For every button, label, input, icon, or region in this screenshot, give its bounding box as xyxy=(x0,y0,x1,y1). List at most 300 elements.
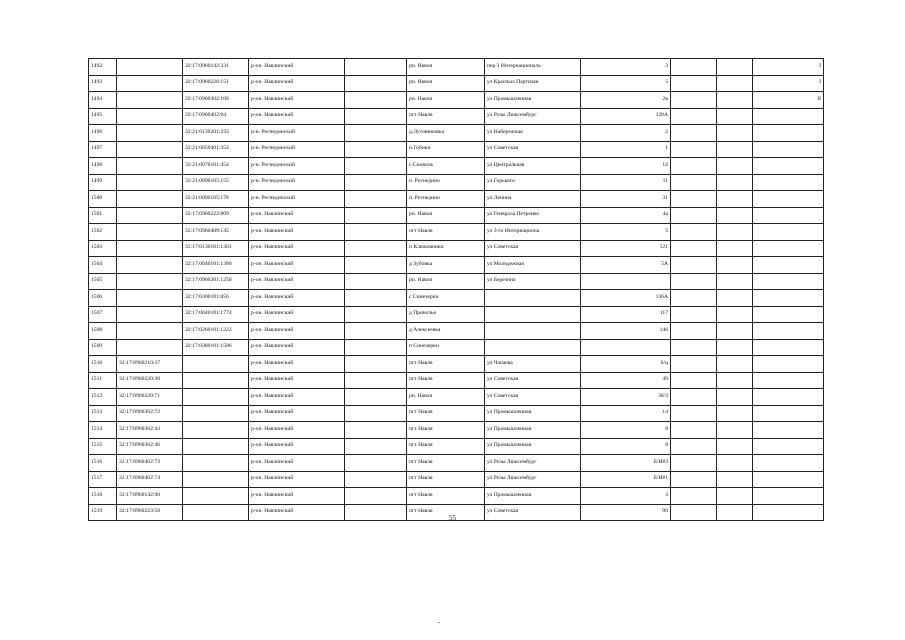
row-number: 1511 xyxy=(89,372,117,389)
category-mark xyxy=(753,108,824,125)
cadastral-number-old: 32:17:0960302:46 xyxy=(117,438,183,455)
empty-cell xyxy=(345,108,407,125)
empty-cell xyxy=(717,488,753,505)
row-number: 1502 xyxy=(89,224,117,241)
cadastral-number-old xyxy=(117,158,183,175)
district: р-он. Навлинский xyxy=(249,59,345,76)
settlement: рп. Навля xyxy=(407,207,485,224)
cadastral-number-old xyxy=(117,141,183,158)
street xyxy=(485,306,581,323)
house-number: 8 xyxy=(581,422,671,439)
table-row xyxy=(89,290,824,307)
settlement: д Зубовка xyxy=(407,257,485,274)
house-number: 38/3 xyxy=(581,389,671,406)
table-row xyxy=(89,339,824,356)
cadastral-number xyxy=(183,389,249,406)
district: р-он. Навлинский xyxy=(249,405,345,422)
empty-cell xyxy=(671,224,717,241)
empty-cell xyxy=(671,240,717,257)
table-row xyxy=(89,438,824,455)
street: ул.Центральная xyxy=(485,158,581,175)
empty-cell xyxy=(717,339,753,356)
house-number xyxy=(581,339,671,356)
settlement: пгт Навля xyxy=(407,372,485,389)
category-mark xyxy=(753,323,824,340)
street: ул.Горького xyxy=(485,174,581,191)
empty-cell xyxy=(671,488,717,505)
table-row xyxy=(89,191,824,208)
cadastral-number-old: 32:17:0960302:72 xyxy=(117,405,183,422)
empty-cell xyxy=(671,92,717,109)
registry-table xyxy=(88,58,824,521)
row-number: 1497 xyxy=(89,141,117,158)
cadastral-number xyxy=(183,455,249,472)
empty-cell xyxy=(345,125,407,142)
empty-cell xyxy=(671,158,717,175)
table-row xyxy=(89,471,824,488)
category-mark xyxy=(753,125,824,142)
cadastral-number: 32:21:0130201:233 xyxy=(183,125,249,142)
cadastral-number: 32:17:0130101:1301 xyxy=(183,240,249,257)
row-number: 1495 xyxy=(89,108,117,125)
cadastral-number: 32:17:0300101:856 xyxy=(183,290,249,307)
empty-cell xyxy=(717,356,753,373)
empty-cell xyxy=(717,59,753,76)
street: ул Промышленная xyxy=(485,422,581,439)
cadastral-number-old: 32:17:0960223:50 xyxy=(117,504,183,521)
table-row xyxy=(89,108,824,125)
settlement: с.Сиоволь xyxy=(407,158,485,175)
table-row xyxy=(89,405,824,422)
house-number: 49 xyxy=(581,372,671,389)
street: ул Молодежная xyxy=(485,257,581,274)
empty-cell xyxy=(671,273,717,290)
row-number: 1498 xyxy=(89,158,117,175)
category-mark xyxy=(753,207,824,224)
district: р-он. Навлинский xyxy=(249,92,345,109)
empty-cell xyxy=(345,240,407,257)
empty-cell xyxy=(671,438,717,455)
empty-cell xyxy=(717,141,753,158)
cadastral-number: 32:21:0090105:155 xyxy=(183,174,249,191)
district: р-он. Навлинский xyxy=(249,224,345,241)
empty-cell xyxy=(345,174,407,191)
empty-cell xyxy=(345,438,407,455)
row-number: 1519 xyxy=(89,504,117,521)
district: р-он. Навлинский xyxy=(249,455,345,472)
table-row xyxy=(89,92,824,109)
empty-cell xyxy=(671,389,717,406)
settlement: п Синезерки xyxy=(407,339,485,356)
cadastral-number-old xyxy=(117,207,183,224)
district: р-он. Навлинский xyxy=(249,471,345,488)
empty-cell xyxy=(717,191,753,208)
settlement: пгт Навля xyxy=(407,438,485,455)
empty-cell xyxy=(671,257,717,274)
category-mark xyxy=(753,471,824,488)
row-number: 1493 xyxy=(89,75,117,92)
table-row xyxy=(89,224,824,241)
table-row xyxy=(89,306,824,323)
row-number: 1518 xyxy=(89,488,117,505)
table-row xyxy=(89,323,824,340)
category-mark xyxy=(753,422,824,439)
category-mark: I xyxy=(753,75,824,92)
cadastral-number-old: 32:17:0960302:43 xyxy=(117,422,183,439)
category-mark xyxy=(753,306,824,323)
settlement: рп. Навля xyxy=(407,273,485,290)
row-number: 1501 xyxy=(89,207,117,224)
district: р-он. Навлинский xyxy=(249,306,345,323)
house-number: 2 xyxy=(581,125,671,142)
district: р-н. Рогнединский xyxy=(249,191,345,208)
cadastral-number-old: 32:17:0960220:30 xyxy=(117,372,183,389)
empty-cell xyxy=(671,191,717,208)
district: р-н. Рогнединский xyxy=(249,158,345,175)
street xyxy=(485,290,581,307)
house-number: 11 xyxy=(581,174,671,191)
category-mark xyxy=(753,372,824,389)
settlement: пгт Навля xyxy=(407,455,485,472)
row-number: 1517 xyxy=(89,471,117,488)
table-row xyxy=(89,125,824,142)
district: р-н. Рогнединский xyxy=(249,141,345,158)
cadastral-number xyxy=(183,488,249,505)
house-number: 1 xyxy=(581,141,671,158)
cadastral-number-old xyxy=(117,224,183,241)
house-number: 90 xyxy=(581,504,671,521)
empty-cell xyxy=(345,191,407,208)
empty-cell xyxy=(717,422,753,439)
cadastral-number-old: 32:17:0960402:73 xyxy=(117,455,183,472)
empty-cell xyxy=(345,405,407,422)
row-number: 1512 xyxy=(89,389,117,406)
house-number: 14 xyxy=(581,405,671,422)
row-number: 1510 xyxy=(89,356,117,373)
street: ул 3-го Интернациона xyxy=(485,224,581,241)
settlement: пгт Навля xyxy=(407,504,485,521)
cadastral-number-old xyxy=(117,191,183,208)
street: ул Советская xyxy=(485,141,581,158)
cadastral-number: 32:21:0070101:454 xyxy=(183,158,249,175)
house-number: 8 xyxy=(581,438,671,455)
empty-cell xyxy=(671,207,717,224)
cadastral-number-old xyxy=(117,339,183,356)
district: р-он. Навлинский xyxy=(249,504,345,521)
cadastral-number-old xyxy=(117,59,183,76)
empty-cell xyxy=(671,306,717,323)
district: р-н. Рогнединский xyxy=(249,125,345,142)
empty-cell xyxy=(717,207,753,224)
empty-cell xyxy=(717,75,753,92)
house-number: 2в xyxy=(581,92,671,109)
category-mark xyxy=(753,174,824,191)
cadastral-number: 32:17:0960226:151 xyxy=(183,75,249,92)
category-mark xyxy=(753,141,824,158)
settlement: рп. Навля xyxy=(407,92,485,109)
empty-cell xyxy=(671,290,717,307)
row-number: 1499 xyxy=(89,174,117,191)
street: ул Розы Люксембург xyxy=(485,455,581,472)
row-number: 1507 xyxy=(89,306,117,323)
empty-cell xyxy=(671,174,717,191)
cadastral-number: 32:17:0040101:1774 xyxy=(183,306,249,323)
district: р-он. Навлинский xyxy=(249,240,345,257)
district: р-он. Навлинский xyxy=(249,257,345,274)
row-number: 1496 xyxy=(89,125,117,142)
street: ул Советская xyxy=(485,372,581,389)
category-mark xyxy=(753,455,824,472)
cadastral-number-old xyxy=(117,174,183,191)
empty-cell xyxy=(671,108,717,125)
cadastral-number: 32:17:0260101:1222 xyxy=(183,323,249,340)
house-number: 3 xyxy=(581,59,671,76)
street xyxy=(485,323,581,340)
cadastral-number-old: 32:17:0960210:37 xyxy=(117,356,183,373)
table-row xyxy=(89,207,824,224)
empty-cell xyxy=(345,75,407,92)
street: ул Советская xyxy=(485,240,581,257)
category-mark: I xyxy=(753,59,824,76)
empty-cell xyxy=(671,455,717,472)
cadastral-number-old: 32:17:0960142:90 xyxy=(117,488,183,505)
house-number: 12 xyxy=(581,158,671,175)
cadastral-number: 32:17:0960302:106 xyxy=(183,92,249,109)
settlement: п Клюковники xyxy=(407,240,485,257)
category-mark xyxy=(753,389,824,406)
empty-cell xyxy=(717,257,753,274)
settlement: рп. Навля xyxy=(407,59,485,76)
empty-cell xyxy=(671,75,717,92)
empty-cell xyxy=(345,471,407,488)
empty-cell xyxy=(345,389,407,406)
house-number: 121 xyxy=(581,240,671,257)
house-number: 3 xyxy=(581,488,671,505)
empty-cell xyxy=(671,59,717,76)
street xyxy=(485,339,581,356)
street: ул Розы Люксембург xyxy=(485,108,581,125)
empty-cell xyxy=(671,405,717,422)
empty-cell xyxy=(717,323,753,340)
empty-cell xyxy=(717,389,753,406)
cadastral-number xyxy=(183,438,249,455)
settlement: пгт Навля xyxy=(407,405,485,422)
empty-cell xyxy=(717,240,753,257)
street: пер 3 Интернациональ xyxy=(485,59,581,76)
house-number: Б/Н#1 xyxy=(581,471,671,488)
cadastral-number xyxy=(183,372,249,389)
empty-cell xyxy=(717,125,753,142)
scan-speck xyxy=(438,622,440,623)
cadastral-number-old xyxy=(117,125,183,142)
district: р-он. Навлинский xyxy=(249,389,345,406)
district: р-н. Рогнединский xyxy=(249,174,345,191)
street: ул Березина xyxy=(485,273,581,290)
table-row xyxy=(89,174,824,191)
empty-cell xyxy=(345,356,407,373)
house-number: 128А xyxy=(581,108,671,125)
district: р-он. Навлинский xyxy=(249,323,345,340)
street: ул Промышленная xyxy=(485,92,581,109)
row-number: 1508 xyxy=(89,323,117,340)
cadastral-number: 32:21:0050401:354 xyxy=(183,141,249,158)
cadastral-number-old xyxy=(117,92,183,109)
table-row xyxy=(89,240,824,257)
category-mark xyxy=(753,240,824,257)
district: р-он. Навлинский xyxy=(249,273,345,290)
empty-cell xyxy=(717,438,753,455)
cadastral-number xyxy=(183,471,249,488)
empty-cell xyxy=(345,372,407,389)
cadastral-number-old xyxy=(117,108,183,125)
cadastral-number: 32:17:0380101:1506 xyxy=(183,339,249,356)
house-number xyxy=(581,273,671,290)
street: ул Генерала Петренко xyxy=(485,207,581,224)
district: р-он. Навлинский xyxy=(249,372,345,389)
cadastral-number-old xyxy=(117,257,183,274)
house-number: 5 xyxy=(581,75,671,92)
street: ул Промышленная xyxy=(485,405,581,422)
settlement: д Алексеевка xyxy=(407,323,485,340)
district: р-он. Навлинский xyxy=(249,207,345,224)
table-row xyxy=(89,141,824,158)
empty-cell xyxy=(717,174,753,191)
row-number: 1514 xyxy=(89,422,117,439)
empty-cell xyxy=(717,405,753,422)
empty-cell xyxy=(671,323,717,340)
settlement: с Синезерки xyxy=(407,290,485,307)
empty-cell xyxy=(345,455,407,472)
category-mark xyxy=(753,488,824,505)
street: ул.Набережная xyxy=(485,125,581,142)
house-number: 4а xyxy=(581,207,671,224)
empty-cell xyxy=(717,273,753,290)
cadastral-number-old xyxy=(117,273,183,290)
empty-cell xyxy=(345,339,407,356)
house-number: Б/Н#3 xyxy=(581,455,671,472)
house-number: 136А xyxy=(581,290,671,307)
settlement: пгт Навля xyxy=(407,471,485,488)
page-number: 55 xyxy=(449,514,456,522)
empty-cell xyxy=(717,455,753,472)
row-number: 1494 xyxy=(89,92,117,109)
row-number: 1515 xyxy=(89,438,117,455)
empty-cell xyxy=(671,125,717,142)
empty-cell xyxy=(345,141,407,158)
row-number: 1504 xyxy=(89,257,117,274)
cadastral-number: 32:21:0090105:178 xyxy=(183,191,249,208)
district: р-он. Навлинский xyxy=(249,438,345,455)
empty-cell xyxy=(717,471,753,488)
cadastral-number: 32:17:0040101:1380 xyxy=(183,257,249,274)
empty-cell xyxy=(345,273,407,290)
empty-cell xyxy=(345,158,407,175)
settlement: п. Рогнедино xyxy=(407,191,485,208)
category-mark xyxy=(753,191,824,208)
empty-cell xyxy=(717,290,753,307)
row-number: 1509 xyxy=(89,339,117,356)
cadastral-number-old: 32:17:0960220:71 xyxy=(117,389,183,406)
category-mark xyxy=(753,339,824,356)
cadastral-number: 32:17:0960222:809 xyxy=(183,207,249,224)
cadastral-number-old xyxy=(117,240,183,257)
row-number: 1500 xyxy=(89,191,117,208)
empty-cell xyxy=(717,92,753,109)
empty-cell xyxy=(717,158,753,175)
district: р-он. Навлинский xyxy=(249,488,345,505)
cadastral-number: 32:17:0960409:145 xyxy=(183,224,249,241)
street: ул Промышленная xyxy=(485,488,581,505)
settlement: рп. Навля xyxy=(407,389,485,406)
empty-cell xyxy=(345,59,407,76)
category-mark xyxy=(753,224,824,241)
table-row xyxy=(89,488,824,505)
table-row xyxy=(89,158,824,175)
empty-cell xyxy=(717,108,753,125)
settlement: пгт Навля xyxy=(407,356,485,373)
empty-cell xyxy=(345,422,407,439)
settlement: д.Лутовиновка xyxy=(407,125,485,142)
street: ул Ленина xyxy=(485,191,581,208)
category-mark xyxy=(753,405,824,422)
house-number: 5А xyxy=(581,257,671,274)
cadastral-number-old xyxy=(117,323,183,340)
row-number: 1506 xyxy=(89,290,117,307)
category-mark xyxy=(753,158,824,175)
empty-cell xyxy=(671,422,717,439)
empty-cell xyxy=(345,488,407,505)
house-number: 31 xyxy=(581,191,671,208)
house-number: 146 xyxy=(581,323,671,340)
street: ул Чапаева xyxy=(485,356,581,373)
settlement: п. Рогнедино xyxy=(407,174,485,191)
empty-cell xyxy=(671,372,717,389)
cadastral-number: 32:17:0960402:94 xyxy=(183,108,249,125)
category-mark xyxy=(753,356,824,373)
empty-cell xyxy=(717,224,753,241)
category-mark: II xyxy=(753,92,824,109)
street: ул Советская xyxy=(485,389,581,406)
empty-cell xyxy=(345,323,407,340)
cadastral-number xyxy=(183,356,249,373)
settlement: пгт Навля xyxy=(407,224,485,241)
district: р-он. Навлинский xyxy=(249,356,345,373)
row-number: 1513 xyxy=(89,405,117,422)
table-row xyxy=(89,389,824,406)
house-number: 117 xyxy=(581,306,671,323)
empty-cell xyxy=(345,257,407,274)
table-row xyxy=(89,372,824,389)
house-number: 5 xyxy=(581,224,671,241)
district: р-он. Навлинский xyxy=(249,108,345,125)
street: ул Советская xyxy=(485,504,581,521)
empty-cell xyxy=(671,471,717,488)
empty-cell xyxy=(671,339,717,356)
district: р-он. Навлинский xyxy=(249,339,345,356)
settlement: пгт Навля xyxy=(407,422,485,439)
table-row xyxy=(89,356,824,373)
table-row xyxy=(89,257,824,274)
empty-cell xyxy=(345,306,407,323)
district: р-он. Навлинский xyxy=(249,422,345,439)
table-row xyxy=(89,422,824,439)
cadastral-number xyxy=(183,422,249,439)
cadastral-number-old: 32:17:0960402:74 xyxy=(117,471,183,488)
empty-cell xyxy=(717,306,753,323)
cadastral-number xyxy=(183,405,249,422)
street: ул Розы Люксембург xyxy=(485,471,581,488)
row-number: 1503 xyxy=(89,240,117,257)
